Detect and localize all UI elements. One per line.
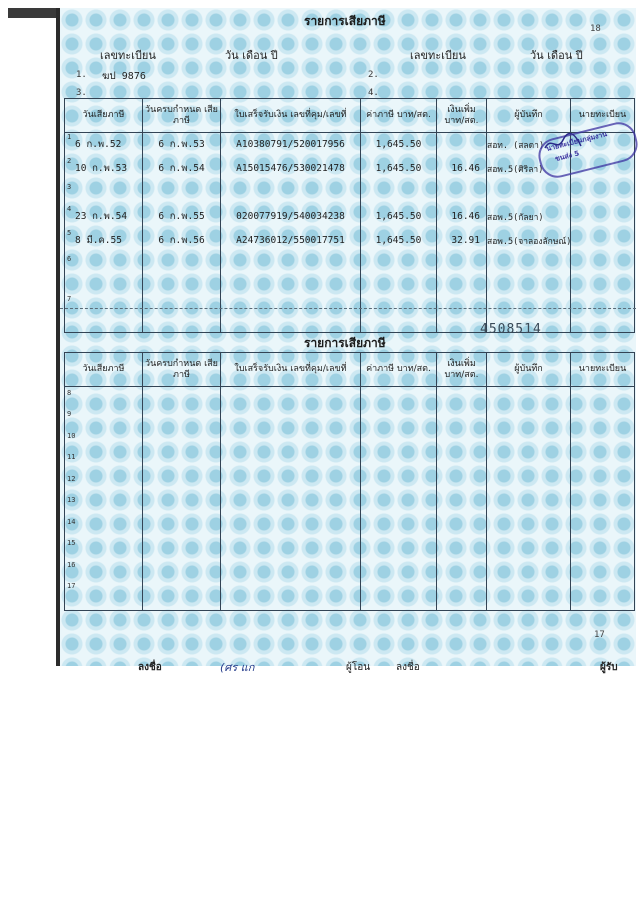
empty-cell xyxy=(437,451,487,473)
row-number: 1 xyxy=(67,133,72,142)
empty-cell xyxy=(571,494,635,516)
stamp-line-2: ขนส่ง 5 xyxy=(554,149,581,164)
cell-receipt: A10380791/520017956 xyxy=(221,133,361,157)
col-header-registrar: นายทะเบียน xyxy=(571,99,635,133)
lower-col-header-due-date: วันครบกำหนด เสียภาษี xyxy=(143,353,221,387)
cell-recorder: สอพ.5(จาลองลักษณ์) xyxy=(487,229,571,253)
empty-cell xyxy=(437,516,487,538)
empty-cell xyxy=(437,473,487,495)
empty-cell xyxy=(65,580,143,610)
empty-cell xyxy=(143,580,221,610)
empty-cell xyxy=(361,387,437,409)
cell-paid-date xyxy=(65,229,143,253)
empty-cell xyxy=(437,494,487,516)
cell-recorder: สอท. (สลดา) xyxy=(487,133,571,157)
plate-number-1: ฆป 9876 xyxy=(102,71,146,82)
empty-cell xyxy=(221,473,361,495)
empty-cell xyxy=(437,387,487,409)
slot-number-1: 1. xyxy=(76,70,87,80)
empty-cell xyxy=(143,387,221,409)
col-header-surcharge: เงินเพิ่ม บาท/สต. xyxy=(437,99,487,133)
date-header-1: วัน เดือน ปี xyxy=(225,49,278,62)
empty-cell xyxy=(571,430,635,452)
lower-col-header-registrar: นายทะเบียน xyxy=(571,353,635,387)
empty-cell xyxy=(487,559,571,581)
row-number: 15 xyxy=(67,539,76,547)
scan-edge-mark xyxy=(8,8,60,18)
row-number: 12 xyxy=(67,474,76,483)
tax-record-page xyxy=(60,8,636,674)
empty-cell xyxy=(65,516,143,538)
cell-registrar xyxy=(571,229,635,253)
empty-cell xyxy=(487,516,571,538)
table-row xyxy=(65,451,635,473)
lower-col-header-recorder: ผู้บันทึก xyxy=(487,353,571,387)
empty-cell xyxy=(143,408,221,430)
empty-cell xyxy=(437,559,487,581)
empty-cell xyxy=(221,430,361,452)
empty-cell xyxy=(361,559,437,581)
paid-date-value: 8 มี.ค.55 xyxy=(75,235,122,246)
empty-cell xyxy=(143,430,221,452)
empty-cell xyxy=(437,580,487,610)
empty-cell xyxy=(65,559,143,581)
empty-cell xyxy=(143,451,221,473)
lower-col-header-paid-date: วันเสียภาษี xyxy=(65,353,143,387)
paid-date-value: 10 ก.พ.53 xyxy=(75,163,128,174)
paid-date-value: 23 ก.พ.54 xyxy=(75,211,128,222)
footer-sign-label-right: ลงชื่อ xyxy=(396,662,420,673)
empty-cell xyxy=(487,430,571,452)
empty-cell xyxy=(221,408,361,430)
col-header-receipt: ใบเสร็จรับเงิน เลขที่คุม/เลขที่ xyxy=(221,99,361,133)
cell-surcharge xyxy=(437,133,487,157)
lower-tax-table xyxy=(64,352,635,611)
col-header-paid-date: วันเสียภาษี xyxy=(65,99,143,133)
empty-cell xyxy=(65,408,143,430)
empty-cell xyxy=(361,516,437,538)
cell-paid-date xyxy=(65,157,143,181)
empty-cell xyxy=(437,430,487,452)
lower-col-header-tax: ค่าภาษี บาท/สต. xyxy=(361,353,437,387)
row-number: 11 xyxy=(67,453,76,461)
col-header-tax: ค่าภาษี บาท/สต. xyxy=(361,99,437,133)
table-row xyxy=(65,205,635,229)
empty-cell xyxy=(361,408,437,430)
row-number: 16 xyxy=(67,560,76,569)
table-row xyxy=(65,229,635,253)
paid-date-value: 6 ก.พ.52 xyxy=(75,139,122,151)
cell-due-date xyxy=(143,253,221,277)
cell-surcharge: 16.46 xyxy=(437,205,487,229)
row-number: 3 xyxy=(67,183,72,191)
slot-number-2: 2. xyxy=(368,70,379,80)
table-row xyxy=(65,253,635,277)
cell-surcharge: 16.46 xyxy=(437,157,487,181)
footer-transferor-label: ผู้โอน xyxy=(346,662,371,673)
cell-due-date: 6 ก.พ.56 xyxy=(143,229,221,253)
col-header-recorder: ผู้บันทึก xyxy=(487,99,571,133)
empty-cell xyxy=(221,537,361,559)
upper-section-title: รายการเสียภาษี xyxy=(304,14,386,28)
empty-cell xyxy=(221,494,361,516)
empty-cell xyxy=(361,451,437,473)
date-header-2: วัน เดือน ปี xyxy=(530,49,583,62)
empty-cell xyxy=(571,387,635,409)
row-number: 8 xyxy=(67,389,72,397)
empty-cell xyxy=(221,387,361,409)
empty-cell xyxy=(571,516,635,538)
empty-cell xyxy=(437,408,487,430)
row-number: 13 xyxy=(67,496,76,504)
empty-cell xyxy=(65,451,143,473)
row-number: 7 xyxy=(67,294,72,303)
empty-cell xyxy=(143,559,221,581)
empty-cell xyxy=(361,494,437,516)
col-header-due-date: วันครบกำหนด เสียภาษี xyxy=(143,99,221,133)
row-number: 14 xyxy=(67,517,76,526)
row-number: 2 xyxy=(67,157,72,165)
cell-due-date: 6 ก.พ.53 xyxy=(143,133,221,157)
stamp-line-1: นายทะเบียนกลุ่มงาน xyxy=(545,130,608,153)
cell-due-date: 6 ก.พ.54 xyxy=(143,157,221,181)
table-row xyxy=(65,387,635,409)
cell-recorder xyxy=(487,181,571,205)
empty-cell xyxy=(361,537,437,559)
footer-sign-label-left: ลงชื่อ xyxy=(138,662,162,673)
row-number: 6 xyxy=(67,255,72,263)
empty-cell xyxy=(571,408,635,430)
empty-cell xyxy=(221,559,361,581)
table-row xyxy=(65,537,635,559)
lower-section-title: รายการเสียภาษี xyxy=(304,336,386,350)
table-row xyxy=(65,559,635,581)
cell-paid-date xyxy=(65,205,143,229)
cell-tax: 1,645.50 xyxy=(361,133,437,157)
empty-cell xyxy=(361,580,437,610)
cell-recorder: สอพ.5(กัลยา) xyxy=(487,205,571,229)
empty-cell xyxy=(487,537,571,559)
cell-due-date xyxy=(143,181,221,205)
cell-tax: 1,645.50 xyxy=(361,205,437,229)
row-number: 5 xyxy=(67,229,72,237)
empty-cell xyxy=(487,494,571,516)
cell-paid-date xyxy=(65,181,143,205)
empty-cell xyxy=(571,451,635,473)
lower-col-header-receipt: ใบเสร็จรับเงิน เลขที่คุม/เลขที่ xyxy=(221,353,361,387)
cell-due-date: 6 ก.พ.55 xyxy=(143,205,221,229)
empty-cell xyxy=(487,473,571,495)
cell-paid-date xyxy=(65,253,143,277)
empty-cell xyxy=(487,580,571,610)
empty-cell xyxy=(571,537,635,559)
empty-cell xyxy=(65,494,143,516)
page-number-top: 18 xyxy=(590,24,601,34)
empty-cell xyxy=(221,580,361,610)
table-row xyxy=(65,580,635,610)
reg-header-2: เลขทะเบียน xyxy=(410,49,466,62)
table-row xyxy=(65,494,635,516)
empty-cell xyxy=(361,473,437,495)
serial-number: 4508514 xyxy=(480,322,542,337)
empty-cell xyxy=(143,494,221,516)
cell-registrar xyxy=(571,181,635,205)
row-number: 4 xyxy=(67,205,72,213)
cell-tax xyxy=(361,253,437,277)
empty-cell xyxy=(143,537,221,559)
empty-cell xyxy=(65,387,143,409)
empty-cell xyxy=(65,430,143,452)
lower-table-body xyxy=(65,387,635,611)
footer-receiver-label: ผู้รับ xyxy=(600,662,618,673)
empty-cell xyxy=(65,473,143,495)
table-row xyxy=(65,408,635,430)
row-number: 17 xyxy=(67,582,76,590)
empty-cell xyxy=(143,516,221,538)
empty-cell xyxy=(487,408,571,430)
cell-receipt xyxy=(221,253,361,277)
cell-surcharge xyxy=(437,181,487,205)
slot-number-4: 4. xyxy=(368,88,379,98)
empty-cell xyxy=(361,430,437,452)
cell-tax: 1,645.50 xyxy=(361,157,437,181)
cell-surcharge xyxy=(437,253,487,277)
cell-recorder xyxy=(487,253,571,277)
cell-receipt: A24736012/550017751 xyxy=(221,229,361,253)
empty-cell xyxy=(65,537,143,559)
empty-cell xyxy=(487,451,571,473)
lower-col-header-surcharge: เงินเพิ่ม บาท/สต. xyxy=(437,353,487,387)
row-number: 9 xyxy=(67,410,72,418)
cell-surcharge: 32.91 xyxy=(437,229,487,253)
cell-receipt: 020077919/540034238 xyxy=(221,205,361,229)
empty-cell xyxy=(143,473,221,495)
cell-paid-date xyxy=(65,133,143,157)
empty-cell xyxy=(487,387,571,409)
table-row xyxy=(65,473,635,495)
empty-cell xyxy=(571,580,635,610)
signature-mark xyxy=(543,132,583,154)
empty-cell xyxy=(221,451,361,473)
cell-registrar xyxy=(571,253,635,277)
slot-number-3: 3. xyxy=(76,88,87,98)
cell-recorder: สอพ.5(ศิริลา) xyxy=(487,157,571,181)
table-row xyxy=(65,516,635,538)
cell-registrar xyxy=(571,205,635,229)
table-row xyxy=(65,430,635,452)
cell-receipt: A15015476/530021478 xyxy=(221,157,361,181)
page-number-bottom: 17 xyxy=(594,630,605,640)
cell-receipt xyxy=(221,181,361,205)
empty-cell xyxy=(571,473,635,495)
row-number: 10 xyxy=(67,431,76,440)
footer-handwriting: (ศร แก xyxy=(220,661,255,674)
reg-header-1: เลขทะเบียน xyxy=(100,49,156,62)
empty-cell xyxy=(437,537,487,559)
table-row xyxy=(65,181,635,205)
cell-tax xyxy=(361,181,437,205)
empty-cell xyxy=(221,516,361,538)
cell-tax: 1,645.50 xyxy=(361,229,437,253)
empty-cell xyxy=(571,559,635,581)
